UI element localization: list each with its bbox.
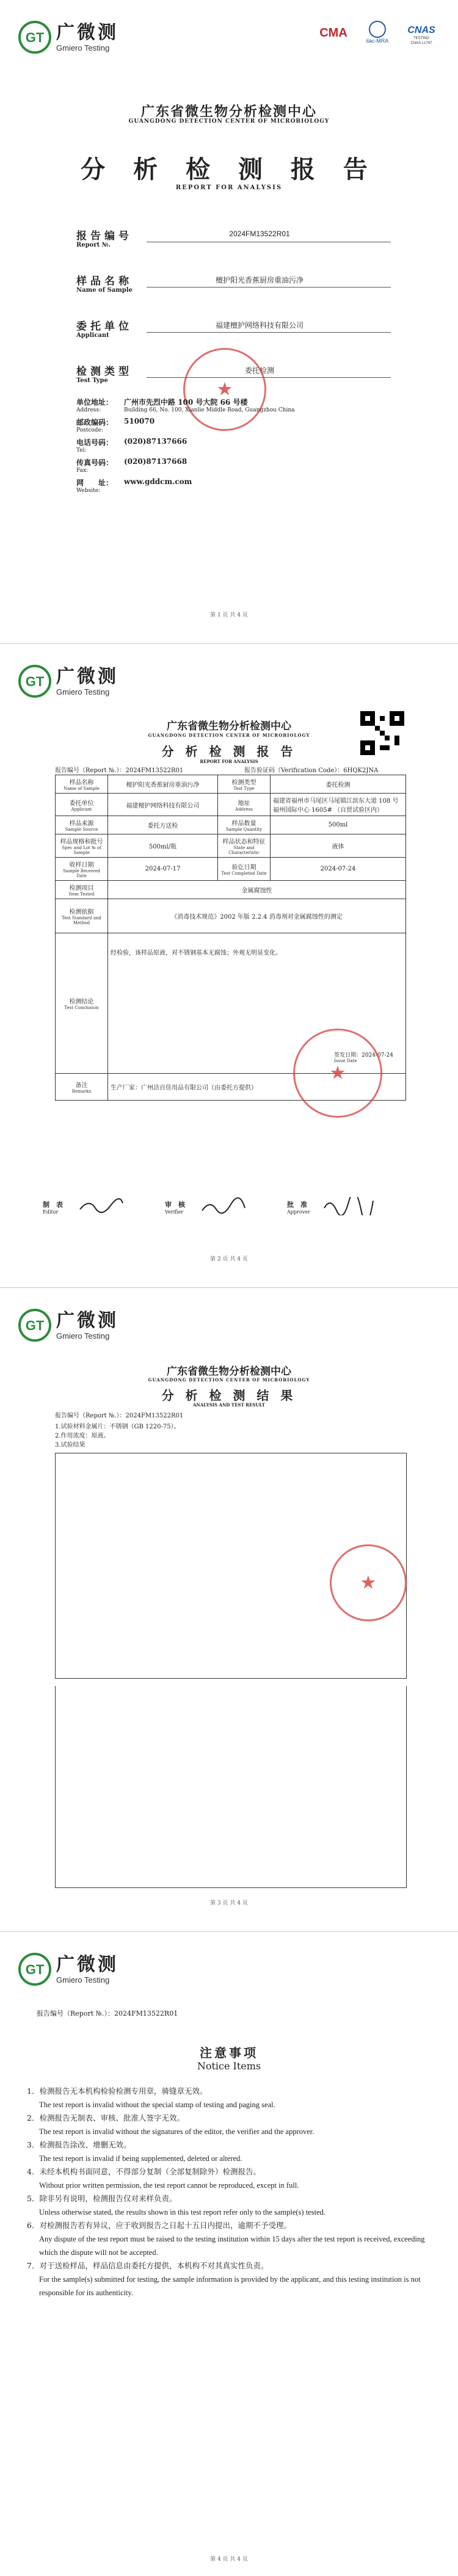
result-page: [0, 1288, 458, 1931]
tel: (020)87137666: [124, 437, 187, 446]
org-name-en: Gmiero Testing: [56, 43, 110, 52]
institute-name-en: GUANGDONG DETECTION CENTER OF MICROBIOLOGY: [128, 118, 330, 125]
test-seal-stamp: ★: [293, 1029, 382, 1118]
list-item: 6．对检测报告若有异议，应于收到报告之日起十五日内提出，逾期不予受理。 Any dispute of the test report must be raised to the testing institution within 15 days after the test report is received, exceeding which the dispute will not be accepted.: [27, 2221, 425, 2257]
institute-name-en: GUANGDONG DETECTION CENTER OF MICROBIOLOGY: [148, 733, 310, 738]
contact-block: 单位地址： Address: 广州市先烈中路 100 号大院 66 号楼 Building 66, No. 100, Xianlie Middle Road, Guangzhou China 邮政编码： Postcode: 510070 电话号码： Tel: (020)87137666 传真号码： Fax: (020)87137668 网 址： Website: www.gddcm.com: [76, 398, 295, 494]
org-logo: [18, 21, 118, 54]
notice-page: [0, 1932, 458, 2575]
cnas-cert: [403, 18, 440, 45]
org-logo: GT 广微测 Gmiero Testing: [18, 665, 118, 698]
approver-signature: 批 准 Approver: [287, 1201, 310, 1215]
approver-signature-icon: [321, 1197, 376, 1215]
verify-code-line: 报告验证码（Verification Code）：6HQK2JNA: [244, 767, 379, 774]
conclusion-text: 经检验，该样品原液，对不锈钢基本无腐蚀；外观无明显变化。: [111, 950, 282, 957]
svg-text:CNAS L1747: CNAS L1747: [410, 42, 432, 45]
address-en: Building 66, No. 100, Xianlie Middle Road, Guangzhou China: [124, 407, 295, 413]
notice-title-cn: 注意事项: [200, 2046, 258, 2060]
report-title-cn: 分 析 检 测 报 告: [81, 155, 377, 184]
notice-list: [27, 2085, 430, 2299]
institute-name-en: GUANGDONG DETECTION CENTER OF MICROBIOLOGY: [148, 1377, 310, 1383]
org-logo: GT 广微测 Gmiero Testing: [18, 1309, 118, 1342]
institute-name-cn: 广东省微生物分析检测中心: [167, 1366, 291, 1378]
table-row: 样品来源 Sample Source 委托方送检 样品数量 Sample Quantity 500ml: [56, 816, 406, 834]
ilac-mra-logo-icon: [359, 18, 396, 45]
list-item: 2．检测报告无制表、审核、批准人签字无效。 The test report is invalid without the signatures of the editor, the verifier and the approver.: [27, 2113, 314, 2136]
svg-text:GT: GT: [25, 674, 45, 689]
table-row: 收样日期 Sample Received Date 2024-07-17 验讫日期 Test Completed Date 2024-07-24: [56, 858, 406, 881]
report-title-en: REPORT FOR ANALYSIS: [175, 184, 283, 191]
verifier-signature-icon: [199, 1197, 248, 1215]
report-title-en: REPORT FOR ANALYSIS: [200, 759, 258, 764]
table-row: 样品名称 Name of Sample 檀护阳光香蕉厨房重油污净 检测类型 Test Type 委托检测: [56, 775, 406, 794]
svg-text:GT: GT: [25, 1318, 45, 1333]
svg-text:CNAS: CNAS: [407, 25, 435, 35]
verifier-signature: 审 核 Verifier: [165, 1201, 185, 1215]
table-row: 检测结论 Test Conclusion 经检验，该样品原液，对不锈钢基本无腐蚀；外观无明显变化。 签发日期：2024-07-24 Issue Date: [56, 933, 406, 1074]
gt-logo-icon: [18, 21, 51, 54]
institute-name-cn: 广东省微生物分析检测中心: [140, 104, 317, 120]
result-title-cn: 分 析 检 测 结 果: [161, 1388, 297, 1403]
cover-seal-stamp: ★: [183, 348, 266, 431]
table-row: 检测项目 Item Tested 金属腐蚀性: [56, 881, 406, 899]
svg-text:TESTING: TESTING: [413, 37, 430, 40]
svg-text:GT: GT: [25, 30, 45, 45]
result-blank-area: [55, 1686, 407, 1888]
editor-signature: 制 表 Editor: [43, 1201, 63, 1215]
cma-cert: [315, 18, 352, 45]
editor-signature-icon: [77, 1197, 126, 1215]
institute-name-cn: 广东省微生物分析检测中心: [167, 720, 291, 733]
analysis-page: [0, 644, 458, 1287]
report-no-line: 报告编号（Report №.）：2024FM13522R01: [55, 767, 184, 774]
page-number: 第 1 页 共 4 页: [210, 612, 248, 618]
page-number: 第 4 页 共 4 页: [210, 2556, 248, 2563]
table-row: 样品规格和批号 Spec and Lot № of Sample 500ml/瓶 样品状态和特征 State and Characteristic 液体: [56, 834, 406, 858]
cover-page: GT 广微测 Gmiero Testing CMA ilac-MRA CNAS TESTING CNAS L1747 广东省微生物分析检测中心 GUANGDONG DETECTION CENTER OF MICROBIOLOGY 分 析 检 测 报 告 REPORT FOR ANALYSIS 报告编号 Report №. 2024FM13522R01 样品名称 Name of Sample 檀护阳光香蕉厨房重油污净 委托单位 Applicant 福建檀护网络科技有限公司 检测类型 Test Type 委托检测 ★ 单位地址： Address: 广州市先烈中路 100 号大院 66 号楼 Building 66, No. 100, Xianlie Middle Road, Guangzhou China 邮政编码： Postcode: 510070 电话号码： Tel: (020)87137666 传真号码： Fax: (020)87137668 网 址： Website: www.gddcm.com 第 1 页 共 4 页: [0, 0, 458, 643]
result-title-en: ANALYSIS AND TEST RESULT: [192, 1402, 265, 1408]
table-row: 检测依据 Test Standard and Method 《消毒技术规范》2002 年版 2.2.4 消毒剂对金属腐蚀性的测定: [56, 899, 406, 933]
table-row: 备注 Remarks 生产厂家：广州洁百佳用品有限公司（由委托方提供）: [56, 1074, 406, 1101]
org-logo: GT 广微测 Gmiero Testing: [18, 1953, 118, 1986]
report-no-line: 报告编号（Report №.）：2024FM13522R01: [55, 1413, 184, 1419]
gt-logo-icon: [18, 1953, 51, 1986]
issue-date: 签发日期：2024-07-24 Issue Date: [334, 1052, 393, 1063]
qr-code-icon[interactable]: [360, 711, 404, 755]
cma-logo-icon: [315, 18, 352, 45]
cert-logos: [315, 18, 440, 45]
list-item: 5．除非另有说明，检测报告仅对来样负责。 Unless otherwise stated, the results shown in this test report refer only to the sample(s) tested.: [27, 2194, 325, 2216]
page-number: 第 2 页 共 4 页: [210, 1256, 248, 1262]
table-row: 委托单位 Applicant 福建檀护网络科技有限公司 地址 Address 福建省福州市马尾区马尾镇江滨东大道 108 号福州国际中心 1605# （自贸试验区内）: [56, 794, 406, 816]
fax: (020)87137668: [124, 457, 187, 466]
list-item: 3．检测报告涂改、增删无效。 The test report is invalid if being supplemented, deleted or altered.: [27, 2140, 242, 2163]
notice-title-en: Notice Items: [197, 2060, 261, 2072]
gt-logo-icon: [18, 1309, 51, 1342]
report-no-line: 报告编号（Report №.）：2024FM13522R01: [37, 2010, 178, 2017]
list-item: 1．检测报告无本机构检验检测专用章，骑缝章无效。 The test report is invalid without the special stamp of testing and paging seal.: [27, 2086, 275, 2109]
cnas-logo-icon: [403, 18, 440, 45]
ilac-cert: [359, 18, 396, 45]
gt-logo-icon: [18, 665, 51, 698]
report-title-cn: 分 析 检 测 报 告: [161, 744, 297, 759]
result-notes: 1.试验材料金属片：不锈钢（GB 1220-75）。 2.作用浓度：原液。 3.试验结果: [55, 1424, 180, 1449]
svg-text:GT: GT: [25, 1962, 45, 1977]
list-item: 4．未经本机构书面同意，不得部分复制（全部复制除外）检测报告。 Without prior written permission, the test report cannot be reproduced, except in full.: [27, 2167, 299, 2190]
website-link[interactable]: www.gddcm.com: [124, 477, 192, 486]
svg-text:ilac-MRA: ilac-MRA: [366, 38, 389, 44]
list-item: 7．对于送检样品，样品信息由委托方提供，本机构不对其真实性负责。 For the sample(s) submitted for testing, the sample information is provided by the applicant, and this testing institution is not responsible for its authenticity.: [27, 2261, 421, 2297]
result-seal-stamp: ★: [330, 1544, 407, 1621]
address-cn: 广州市先烈中路 100 号大院 66 号楼: [124, 398, 248, 407]
postcode: 510070: [124, 417, 155, 425]
org-name-cn: 广微测: [56, 21, 118, 43]
svg-text:CMA: CMA: [319, 26, 347, 40]
page-number: 第 3 页 共 4 页: [210, 1900, 248, 1906]
